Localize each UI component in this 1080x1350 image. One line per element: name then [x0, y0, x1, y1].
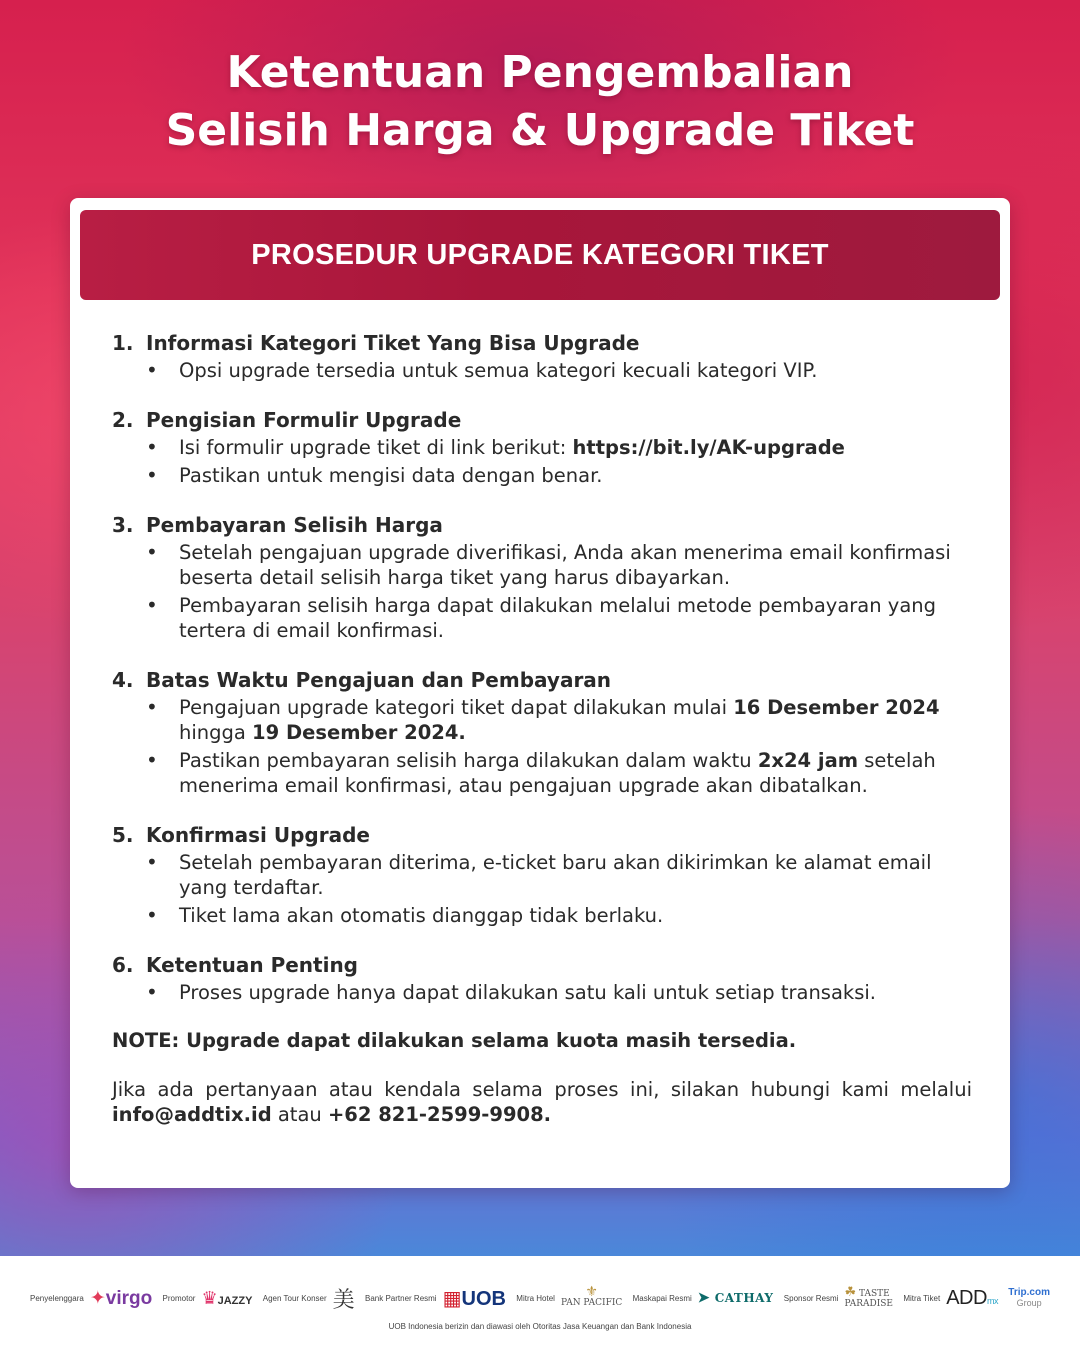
section-title: Konfirmasi Upgrade: [146, 823, 370, 847]
section-6: [112, 950, 972, 1005]
section-4: [112, 665, 972, 798]
sponsor-organizer: Penyelenggara ✦virgo: [30, 1287, 153, 1309]
start-date: 16 Desember 2024: [733, 696, 940, 719]
section-number: 4.: [112, 668, 134, 692]
payment-deadline: 2x24 jam: [757, 749, 859, 772]
bullet-list: [112, 695, 972, 798]
sponsor-trip: [1008, 1288, 1050, 1308]
addtix-logo: ADDmx: [946, 1286, 998, 1309]
bullet-item: • Pengajuan upgrade kategori tiket dapat dilakukan mulai 16 Desember 2024 hingga 19 Desember 2024.: [146, 695, 972, 745]
title-line-2: Selisih Harga & Upgrade Tiket: [165, 105, 915, 156]
procedure-card: [70, 198, 1010, 1188]
section-heading: [112, 328, 972, 358]
section-3: [112, 510, 972, 643]
sponsor-tour-agent: Agen Tour Konser 美: [263, 1283, 355, 1314]
bullet-list: [112, 540, 972, 643]
footer-disclaimer: UOB Indonesia berizin dan diawasi oleh Otoritas Jasa Keuangan dan Bank Indonesia: [388, 1322, 692, 1331]
procedure-content: [112, 328, 972, 1127]
jazzy-logo: ♛JAZZY: [201, 1287, 253, 1308]
sponsor-airline: Maskapai Resmi ➤ CATHAY: [632, 1290, 774, 1306]
section-heading: [112, 405, 972, 435]
section-number: 2.: [112, 408, 134, 432]
sponsor-hotel: Mitra Hotel ⚜ PAN PACIFIC: [516, 1284, 623, 1308]
section-number: 6.: [112, 953, 134, 977]
section-title: Pembayaran Selisih Harga: [146, 513, 443, 537]
contact-phone[interactable]: +62 821-2599-9908.: [327, 1103, 552, 1126]
section-number: 3.: [112, 513, 134, 537]
bullet-item: • Setelah pengajuan upgrade diverifikasi, Anda akan menerima email konfirmasi beserta detail selisih harga tiket yang harus dibayarkan.: [146, 540, 972, 590]
section-1: [112, 328, 972, 383]
note-text: NOTE: Upgrade dapat dilakukan selama kuota masih tersedia.: [112, 1029, 797, 1052]
taste-paradise-logo: ☘ TASTE PARADISE: [844, 1284, 893, 1309]
section-number: 1.: [112, 331, 134, 355]
bullet-item: • Setelah pembayaran diterima, e-ticket baru akan dikirimkan ke alamat email yang terdaftar.: [146, 850, 972, 900]
section-heading: [112, 820, 972, 850]
section-banner: [80, 210, 1000, 300]
upgrade-link[interactable]: https://bit.ly/AK-upgrade: [572, 436, 845, 459]
sponsor-promoter: Promotor ♛JAZZY: [162, 1287, 253, 1308]
cathay-logo: ➤ CATHAY: [697, 1290, 774, 1306]
sponsor-bank: Bank Partner Resmi ▦UOB: [365, 1287, 506, 1310]
section-heading: [112, 665, 972, 695]
banner-title: PROSEDUR UPGRADE KATEGORI TIKET: [251, 238, 829, 271]
section-title: Batas Waktu Pengajuan dan Pembayaran: [146, 668, 612, 692]
section-heading: [112, 510, 972, 540]
bullet-item: • Pastikan untuk mengisi data dengan benar.: [146, 463, 972, 488]
bullet-item: • Isi formulir upgrade tiket di link berikut: https://bit.ly/AK-upgrade: [146, 435, 972, 460]
virgo-logo: ✦virgo: [89, 1287, 153, 1309]
bullet-list: [112, 435, 972, 488]
sponsor-row: [30, 1276, 1050, 1320]
bullet-list: [112, 980, 972, 1005]
trip-com-logo: Trip.com Group: [1008, 1287, 1050, 1308]
contact-text: Jika ada pertanyaan atau kendala selama proses ini, silakan hubungi kami melalui info@addtix.id atau +62 821-2599-9908.: [112, 1078, 972, 1126]
title-line-1: Ketentuan Pengembalian: [226, 47, 854, 98]
bullet-item: • Pembayaran selisih harga dapat dilakukan melalui metode pembayaran yang tertera di email konfirmasi.: [146, 593, 972, 643]
end-date: 19 Desember 2024.: [252, 721, 466, 744]
section-heading: [112, 950, 972, 980]
sponsor-footer: [0, 1256, 1080, 1350]
uob-logo: ▦UOB: [442, 1287, 506, 1310]
section-number: 5.: [112, 823, 134, 847]
mei-logo: 美: [332, 1287, 355, 1313]
section-2: [112, 405, 972, 488]
section-title: Ketentuan Penting: [146, 953, 359, 977]
bullet-item: • Tiket lama akan otomatis dianggap tidak berlaku.: [146, 903, 972, 928]
sponsor-ticketing: Mitra Tiket ADDmx: [903, 1286, 998, 1309]
bullet-item: • Opsi upgrade tersedia untuk semua kategori kecuali kategori VIP.: [146, 358, 972, 383]
bullet-list: [112, 358, 972, 383]
section-5: [112, 820, 972, 928]
page-title: [0, 44, 1080, 160]
contact-email[interactable]: info@addtix.id: [112, 1103, 272, 1126]
sponsor-official: Sponsor Resmi ☘ TASTE PARADISE: [783, 1284, 893, 1309]
section-title: Pengisian Formulir Upgrade: [146, 408, 462, 432]
bullet-item: • Pastikan pembayaran selisih harga dilakukan dalam waktu 2x24 jam setelah menerima email konfirmasi, atau pengajuan upgrade akan dibatalkan.: [146, 748, 972, 798]
pan-pacific-logo: ⚜ PAN PACIFIC: [560, 1284, 623, 1308]
bullet-item: • Proses upgrade hanya dapat dilakukan satu kali untuk setiap transaksi.: [146, 980, 972, 1005]
section-title: Informasi Kategori Tiket Yang Bisa Upgrade: [146, 331, 640, 355]
bullet-list: [112, 850, 972, 928]
